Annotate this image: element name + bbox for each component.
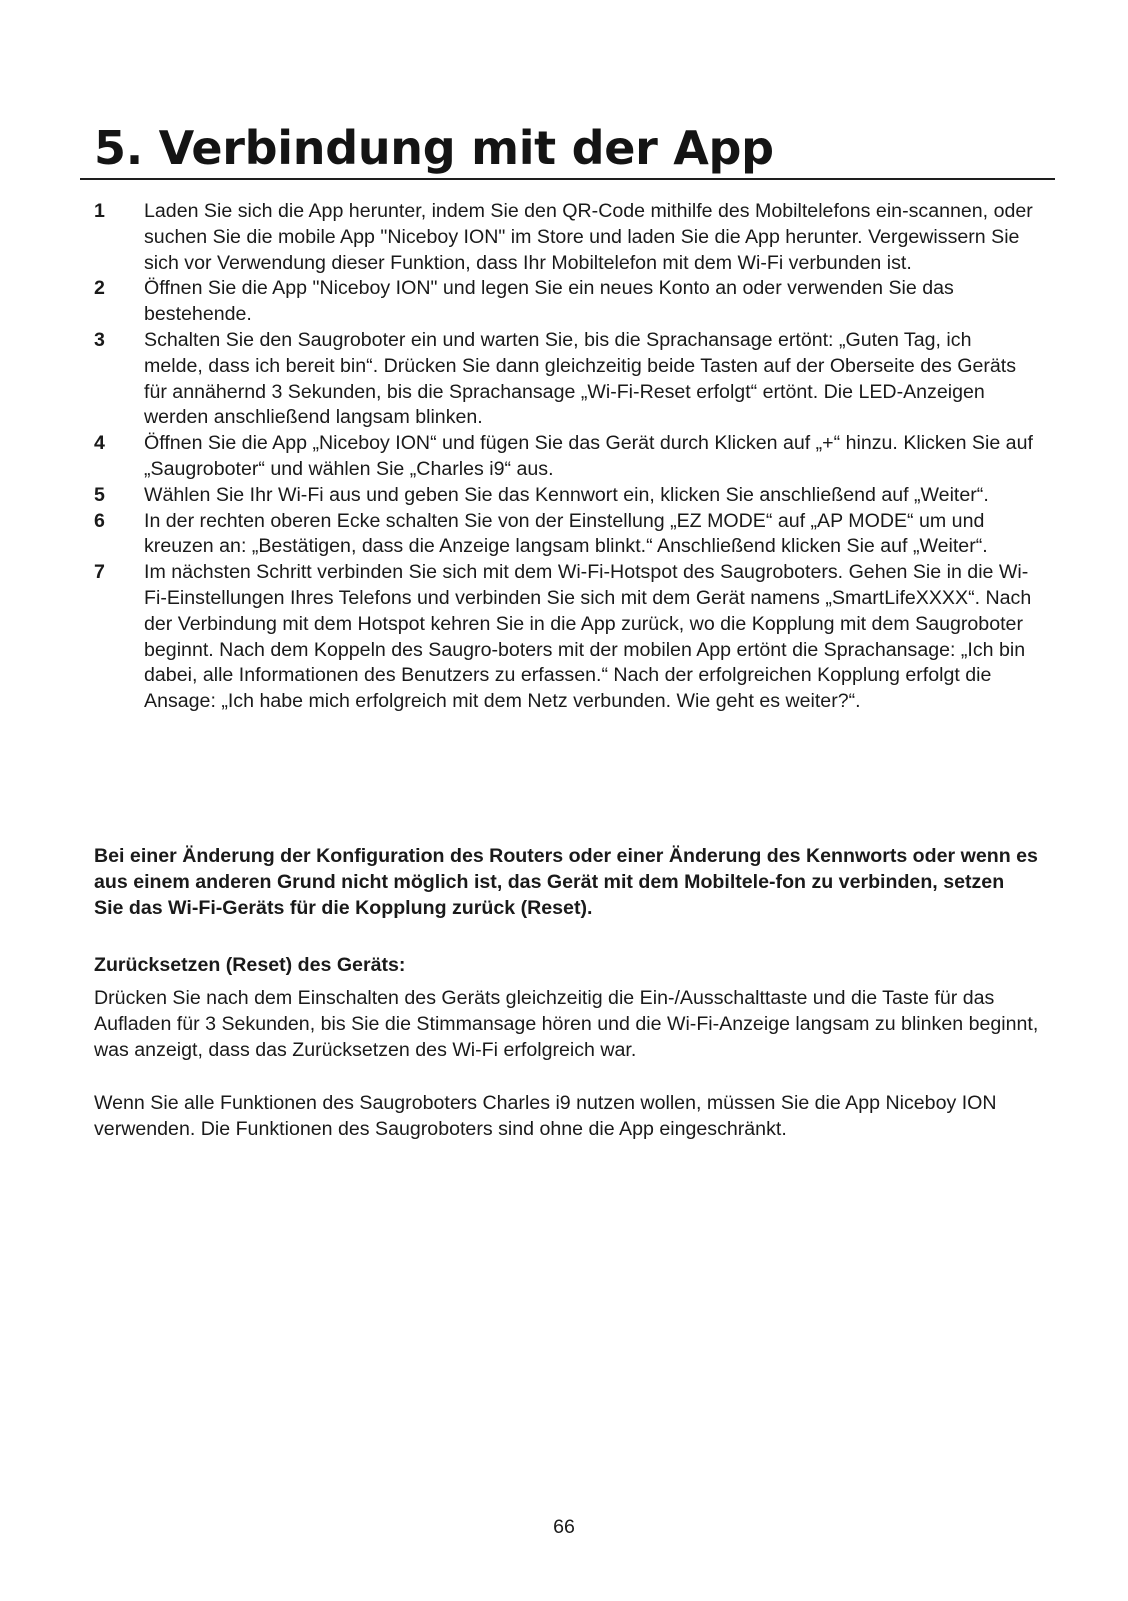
step-item [94,509,1034,561]
step-item [94,483,1034,509]
step-number: 2 [94,277,105,300]
step-number: 4 [94,432,105,455]
step-text: Laden Sie sich die App herunter, indem Sie den QR-Code mithilfe des Mobiltelefons ein-scannen, oder suchen Sie die mobile App "Niceboy ION" im Store und laden Sie die App herunter. Vergewissern Sie sich vor Verwendung dieser Funktion, dass Ihr Mobiltelefon mit dem Wi-Fi verbunden ist. [144,200,1033,274]
step-item [94,276,1034,328]
step-text: Schalten Sie den Saugroboter ein und warten Sie, bis die Sprachansage ertönt: „Guten Tag, ich melde, dass ich bereit bin“. Drücken Sie dann gleichzeitig beide Tasten auf der Oberseite des Geräts für annähernd 3 Sekunden, bis die Sprachansage „Wi-Fi-Reset erfolgt“ ertönt. Die LED-Anzeigen werden anschließend langsam blinken. [144,328,1017,429]
step-number: 1 [94,200,105,222]
app-requirement-text: Wenn Sie alle Funktionen des Saugroboters Charles i9 nutzen wollen, müssen Sie die App Niceboy ION verwenden. Die Funktionen des Saugroboters sind ohne die App eingeschränkt. [94,1092,997,1140]
step-number: 7 [94,561,105,584]
section-heading: 5. Verbindung mit der App [94,121,774,175]
page-number: 66 [553,1516,575,1538]
heading-underline [80,178,1055,180]
step-text: Öffnen Sie die App „Niceboy ION“ und fügen Sie das Gerät durch Klicken auf „+“ hinzu. Klicken Sie auf „Saugroboter“ und wählen Sie „Charles i9“ aus. [144,432,1033,480]
step-item [94,431,1034,483]
step-text: Im nächsten Schritt verbinden Sie sich mit dem Wi-Fi-Hotspot des Saugroboters. Gehen Sie in die Wi-Fi-Einstellungen Ihres Telefons und verbinden Sie sich mit dem Gerät namens „SmartLifeXXXX“. Nach der Verbindung mit dem Hotspot kehren Sie in die App zurück, wo die Kopplung mit dem Saugroboter beginnt. Nach dem Koppeln des Saugro-boters mit der mobilen App ertönt die Sprachansage: „Ich bin dabei, alle Informationen des Benutzers zu erfassen.“ Nach der erfolgreichen Kopplung erfolgt die Ansage: „Ich habe mich erfolgreich mit dem Netz verbunden. Wie geht es weiter?“. [144,561,1032,713]
step-text: In der rechten oberen Ecke schalten Sie von der Einstellung „EZ MODE“ auf „AP MODE“ um und kreuzen an: „Bestätigen, dass die Anzeige langsam blinkt.“ Anschließend klicken Sie auf „Weiter“. [144,509,988,558]
reset-note: Bei einer Änderung der Konfiguration des Routers oder einer Änderung des Kennworts oder wenn es aus einem anderen Grund nicht möglich ist, das Gerät mit dem Mobiltele-fon zu verbinden, setzen Sie das Wi-Fi-Geräts für die Kopplung zurück (Reset). [94,845,1038,919]
step-item [94,560,1034,715]
step-text: Öffnen Sie die App "Niceboy ION" und legen Sie ein neues Konto an oder verwenden Sie das bestehende. [144,277,954,326]
step-number: 5 [94,483,105,506]
steps-list [94,199,1034,715]
step-item [94,328,1034,431]
step-text: Wählen Sie Ihr Wi-Fi aus und geben Sie das Kennwort ein, klicken Sie anschließend auf „Weiter“. [144,483,989,506]
reset-instructions: Drücken Sie nach dem Einschalten des Geräts gleichzeitig die Ein-/Ausschalttaste und die Taste für das Aufladen für 3 Sekunden, bis Sie die Stimmansage hören und die Wi-Fi-Anzeige langsam zu blinken beginnt, was anzeigt, dass das Zurücksetzen des Wi-Fi erfolgreich war. [94,987,1039,1061]
step-item [94,199,1034,276]
step-number: 6 [94,509,105,532]
step-number: 3 [94,328,105,351]
reset-heading: Zurücksetzen (Reset) des Geräts: [94,954,406,976]
